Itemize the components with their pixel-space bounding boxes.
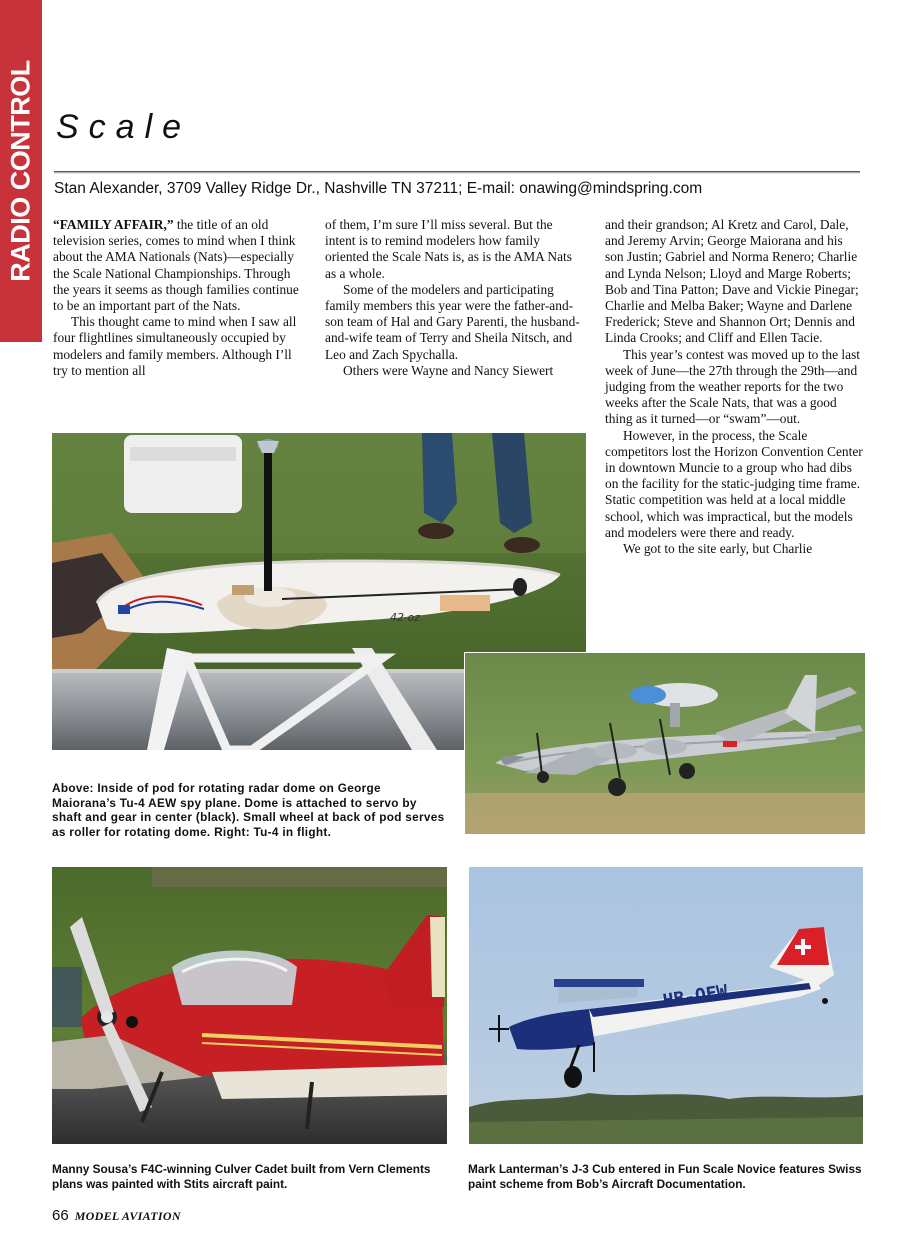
caption-radar-pod: Above: Inside of pod for rotating radar dome on George Maiorana’s Tu-4 AEW spy plane. Dome is attached to servo by shaft and gear in center (black). Small wheel at back of pod serves as roller for rotating dome. Right: Tu-4 in flight. bbox=[52, 781, 445, 839]
paragraph: of them, I’m sure I’ll miss several. But the intent is to remind modelers how family oriented the Scale Nats is, as is the AMA Nats as a whole. bbox=[325, 217, 572, 281]
paragraph: and their grandson; Al Kretz and Carol, Dale, and Jeremy Arvin; George Maiorana and his son Justin; Gabriel and Norma Renero; Charlie and Lynda Nelson; Lloyd and Marge Roberts; Bob and Tina Patton; Dave and Vickie Pinegar; Charlie and Melba Baker; Wayne and Darlene Frederick; Steve and Shannon Ort; Dennis and Linda Crooks; and Cliff and Ellen Tacie. bbox=[605, 217, 859, 346]
page-footer bbox=[52, 1207, 181, 1224]
paragraph: This thought came to mind when I saw all four flightlines simultaneously occupied by modelers and family members. Although I’ll try to mention all bbox=[53, 314, 297, 378]
pod-weight-label: 42 oz bbox=[390, 611, 420, 624]
culver-cadet-photo bbox=[52, 867, 447, 1144]
section-tab bbox=[0, 0, 42, 342]
caption-culver-cadet: Manny Sousa’s F4C-winning Culver Cadet built from Vern Clements plans was painted with Stits aircraft paint. bbox=[52, 1162, 431, 1191]
article-column-1 bbox=[53, 217, 305, 379]
paragraph: However, in the process, the Scale competitors lost the Horizon Convention Center in downtown Muncie to a group who had dibs on the facility for the static-judging time frame. Static competition was held at a local middle school, which was impractical, but the models and modelers were there and ready. bbox=[605, 427, 863, 540]
title-rule-shadow bbox=[54, 172, 860, 174]
article-column-3 bbox=[605, 217, 863, 557]
paragraph: Some of the modelers and participating family members this year were the father-and-son team of Hal and Gary Parenti, the husband-and-wife team of Terry and Sheila Nitsch, and Leo and Zach Spychalla. bbox=[325, 281, 580, 362]
paragraph bbox=[53, 217, 305, 314]
paragraph-text: the title of an old television series, comes to mind when I think about the AMA Nationals (Nats)—especially the Scale National Championships. Through the years it seems as though families continue to be an important part of the Nats. bbox=[53, 217, 299, 314]
column-title: Scale bbox=[56, 108, 192, 146]
page-number: 66 bbox=[52, 1207, 69, 1224]
paragraph: We got to the site early, but Charlie bbox=[623, 541, 813, 557]
lead-in: “FAMILY AFFAIR,” bbox=[53, 217, 174, 232]
j3-cub-photo bbox=[469, 867, 863, 1144]
section-tab-label: RADIO CONTROL bbox=[5, 60, 36, 282]
paragraph: Others were Wayne and Nancy Siewert bbox=[343, 362, 554, 378]
tu4-flight-photo bbox=[464, 652, 866, 835]
cub-registration: HB-OFW bbox=[661, 981, 730, 1012]
caption-j3-cub: Mark Lanterman’s J-3 Cub entered in Fun Scale Novice features Swiss paint scheme from Bob’s Aircraft Documentation. bbox=[468, 1162, 862, 1191]
article-column-2 bbox=[325, 217, 583, 379]
magazine-name: MODEL AVIATION bbox=[74, 1209, 181, 1223]
paragraph: This year’s contest was moved up to the last week of June—the 27th through the 29th—and judging from the weather reports for the two weeks after the Scale Nats, that was a good thing as it turned—or “swam”—out. bbox=[605, 346, 861, 427]
author-byline: Stan Alexander, 3709 Valley Ridge Dr., Nashville TN 37211; E-mail: onawing@mindspring.com bbox=[54, 180, 703, 197]
